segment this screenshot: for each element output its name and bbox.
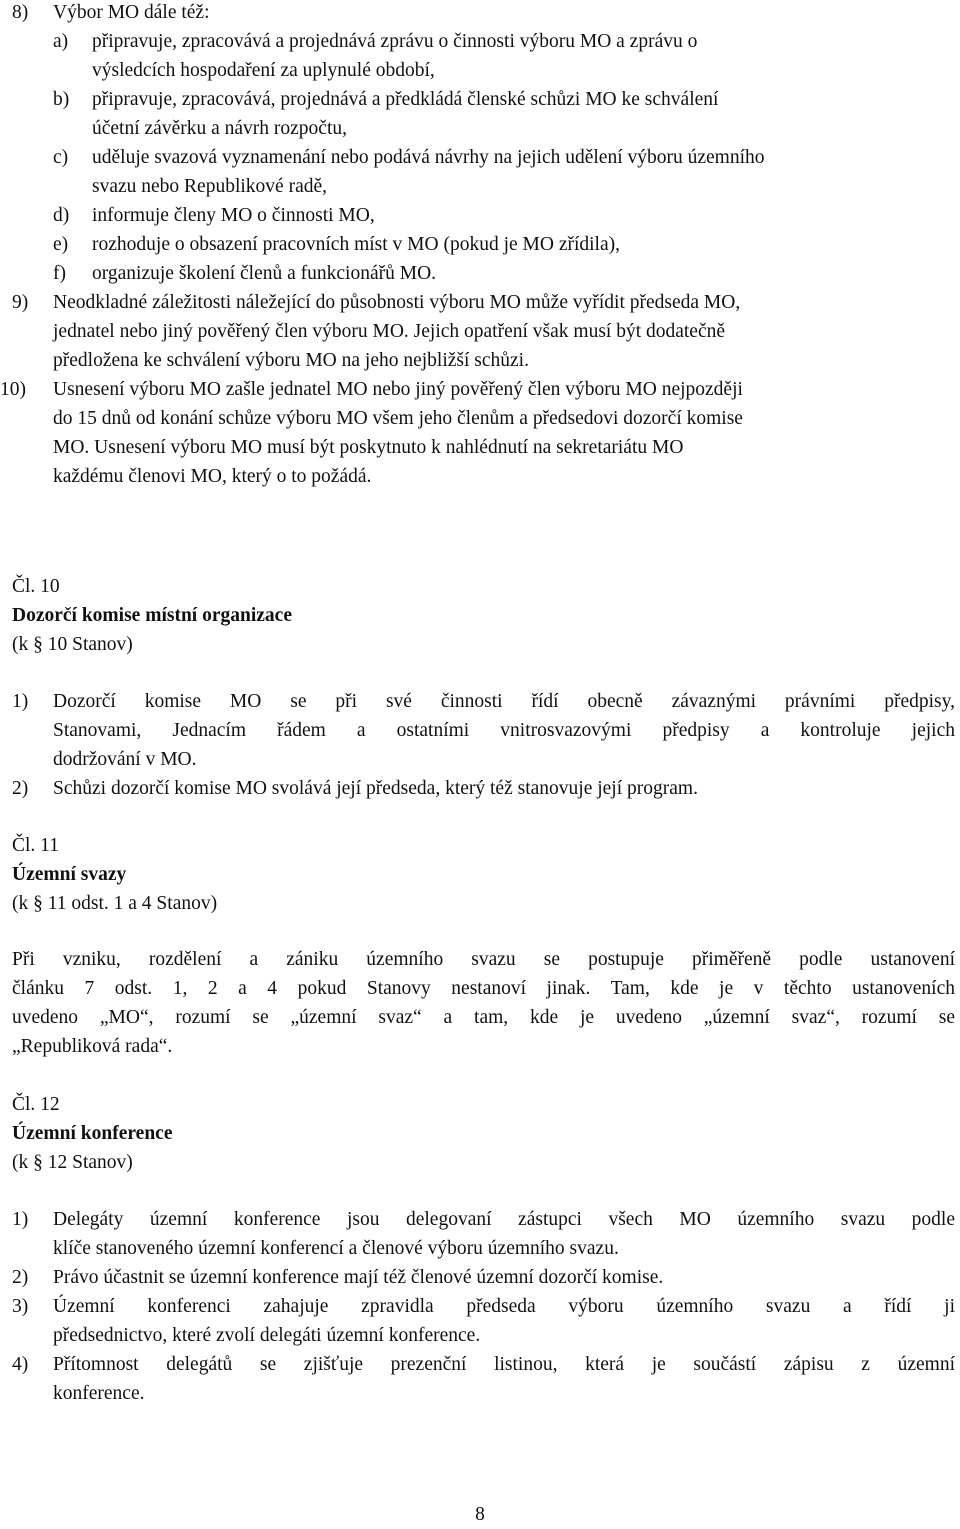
item-line: klíče stanoveného územní konferencí a členové výboru územního svazu. — [53, 1238, 619, 1259]
paragraph-line: Neodkladné záležitosti náležející do působnosti výboru MO může vyřídit předseda MO, — [53, 292, 741, 313]
item-line: informuje členy MO o činnosti MO, — [92, 205, 375, 226]
paragraph-line: MO. Usnesení výboru MO musí být poskytnuto k nahlédnutí na sekretariátu MO — [53, 437, 684, 458]
paragraph-line: Usnesení výboru MO zašle jednatel MO nebo jiný pověřený člen výboru MO nejpozději — [53, 379, 743, 400]
page-number: 8 — [475, 1504, 485, 1525]
article-heading: Čl. 11 — [12, 835, 59, 856]
item-line: rozhoduje o obsazení pracovních míst v MO (pokud je MO zřídila), — [92, 234, 620, 255]
article-title: Územní konference — [12, 1123, 173, 1144]
article-title: Územní svazy — [12, 864, 127, 885]
item-line: účetní závěrku a návrh rozpočtu, — [92, 118, 348, 139]
article-heading: Čl. 10 — [12, 576, 60, 597]
item-label: d) — [53, 205, 70, 226]
item-line: Přítomnost delegátů se zjišťuje prezenční listinou, která je součástí zápisu z územní — [53, 1354, 955, 1375]
section-9-number: 9) — [12, 292, 29, 313]
section-8-number: 8) — [12, 2, 29, 23]
item-label: c) — [53, 147, 69, 168]
item-line: konference. — [53, 1383, 145, 1404]
item-line: Územní konferenci zahajuje zpravidla předseda výboru územního svazu a řídí ji — [53, 1296, 955, 1317]
item-line: předsednictvo, které zvolí delegáti územní konference. — [53, 1325, 481, 1346]
item-label: b) — [53, 89, 70, 110]
item-line: Dozorčí komise MO se při své činnosti řídí obecně závaznými právními předpisy, — [53, 691, 955, 712]
item-number: 2) — [12, 778, 29, 799]
item-line: výsledcích hospodaření za uplynulé období, — [92, 60, 435, 81]
item-line: uděluje svazová vyznamenání nebo podává návrhy na jejich udělení výboru územního — [92, 147, 765, 168]
item-line: Schůzi dozorčí komise MO svolává její předseda, který též stanovuje její program. — [53, 778, 698, 799]
article-reference: (k § 10 Stanov) — [12, 634, 133, 655]
section-8-intro: Výbor MO dále též: — [53, 2, 210, 23]
paragraph-line: „Republiková rada“. — [12, 1036, 173, 1057]
item-line: Delegáty územní konference jsou delegovaní zástupci všech MO územního svazu podle — [53, 1209, 955, 1230]
paragraph-line: předložena ke schválení výboru MO na jeho nejbližší schůzi. — [53, 350, 529, 371]
item-line: organizuje školení členů a funkcionářů MO. — [92, 263, 437, 284]
item-line: Stanovami, Jednacím řádem a ostatními vnitrosvazovými předpisy a kontroluje jejich — [53, 720, 955, 741]
article-reference: (k § 11 odst. 1 a 4 Stanov) — [12, 893, 218, 914]
item-line: dodržování v MO. — [53, 749, 197, 770]
paragraph-line: Při vzniku, rozdělení a zániku územního svazu se postupuje přiměřeně podle ustanovení — [12, 949, 955, 970]
paragraph-line: uvedeno „MO“, rozumí se „územní svaz“ a tam, kde je uvedeno „územní svaz“, rozumí se — [12, 1007, 955, 1028]
item-number: 1) — [12, 691, 29, 712]
item-number: 1) — [12, 1209, 29, 1230]
paragraph-line: každému členovi MO, který o to požádá. — [53, 466, 372, 487]
item-label: f) — [53, 263, 66, 284]
item-number: 4) — [12, 1354, 29, 1375]
paragraph-line: do 15 dnů od konání schůze výboru MO všem jeho členům a předsedovi dozorčí komise — [53, 408, 743, 429]
item-line: Právo účastnit se územní konference mají též členové územní dozorčí komise. — [53, 1267, 664, 1288]
article-reference: (k § 12 Stanov) — [12, 1152, 133, 1173]
paragraph-line: článku 7 odst. 1, 2 a 4 pokud Stanovy nestanoví jinak. Tam, kde je v těchto ustanoveních — [12, 978, 955, 999]
item-line: připravuje, zpracovává a projednává zprávu o činnosti výboru MO a zprávu o — [92, 31, 698, 52]
article-title: Dozorčí komise místní organizace — [12, 605, 292, 626]
paragraph-line: jednatel nebo jiný pověřený člen výboru MO. Jejich opatření však musí být dodatečně — [53, 321, 726, 342]
item-label: a) — [53, 31, 69, 52]
item-line: svazu nebo Republikové radě, — [92, 176, 328, 197]
section-10-number: 10) — [0, 379, 26, 400]
item-line: připravuje, zpracovává, projednává a předkládá členské schůzi MO ke schválení — [92, 89, 719, 110]
item-label: e) — [53, 234, 69, 255]
article-heading: Čl. 12 — [12, 1094, 60, 1115]
item-number: 2) — [12, 1267, 29, 1288]
item-number: 3) — [12, 1296, 29, 1317]
